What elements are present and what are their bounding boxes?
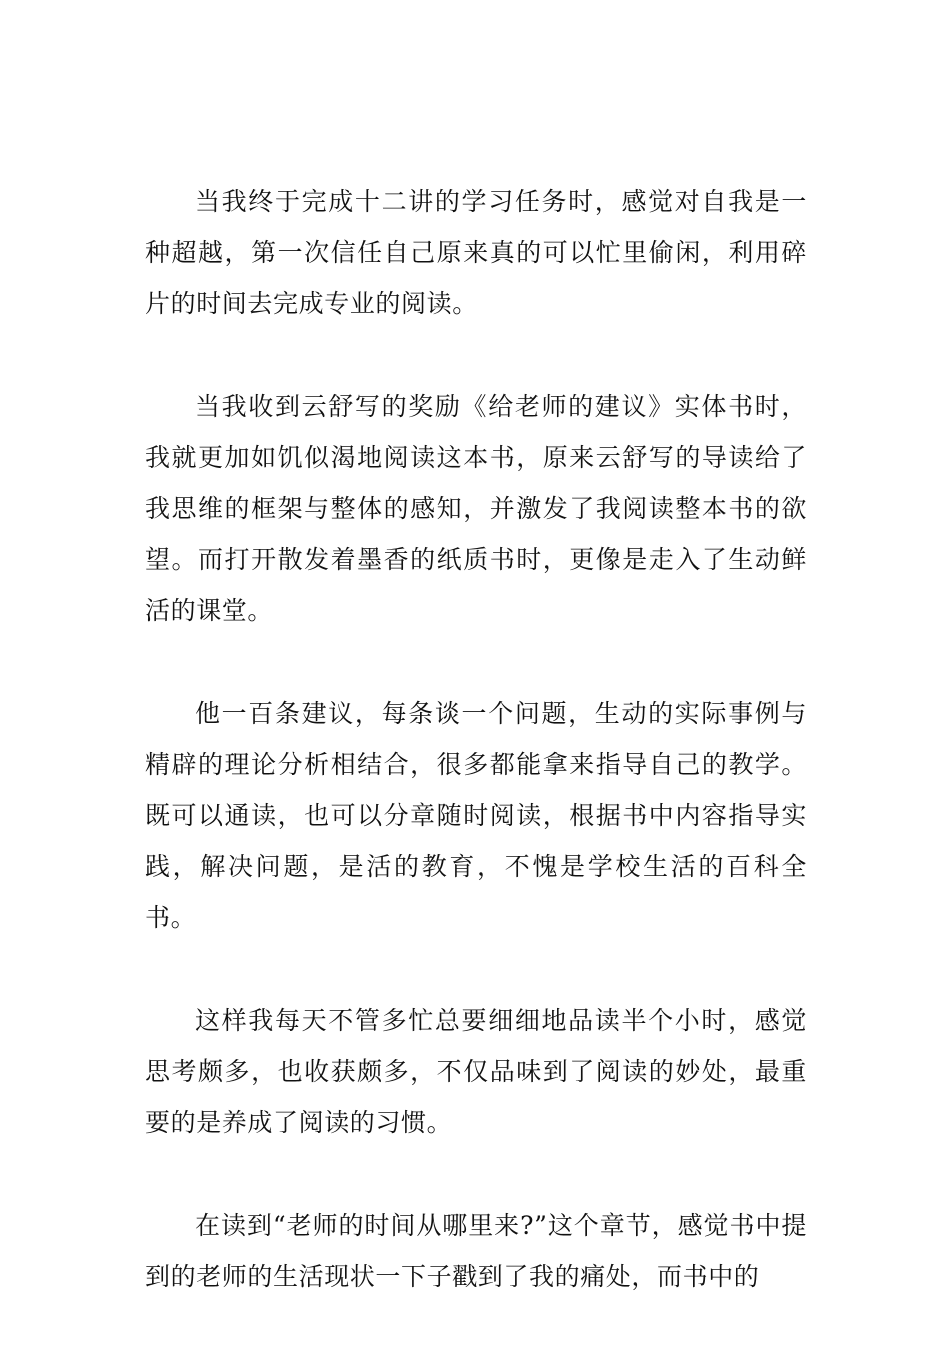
- paragraph-2: 当我收到云舒写的奖励《给老师的建议》实体书时，我就更加如饥似渴地阅读这本书，原来云舒写的导读给了我思维的框架与整体的感知，并激发了我阅读整本书的欲望。而打开散发着墨香的纸质书时，更像是走入了生动鲜活的课堂。: [145, 392, 807, 625]
- document-body: [145, 176, 807, 1354]
- paragraph-1: 当我终于完成十二讲的学习任务时，感觉对自我是一种超越，第一次信任自己原来真的可以忙里偷闲，利用碎片的时间去完成专业的阅读。: [145, 187, 807, 318]
- paragraph-3: 他一百条建议，每条谈一个问题，生动的实际事例与精辟的理论分析相结合，很多都能拿来指导自己的教学。既可以通读，也可以分章随时阅读，根据书中内容指导实践，解决问题，是活的教育，不愧是学校生活的百科全书。: [145, 699, 807, 932]
- paragraph-5: 在读到“老师的时间从哪里来?”这个章节，感觉书中提到的老师的生活现状一下子戳到了我的痛处，而书中的: [145, 1211, 807, 1291]
- paragraph-4: 这样我每天不管多忙总要细细地品读半个小时，感觉思考颇多，也收获颇多，不仅品味到了阅读的妙处，最重要的是养成了阅读的习惯。: [145, 1006, 807, 1137]
